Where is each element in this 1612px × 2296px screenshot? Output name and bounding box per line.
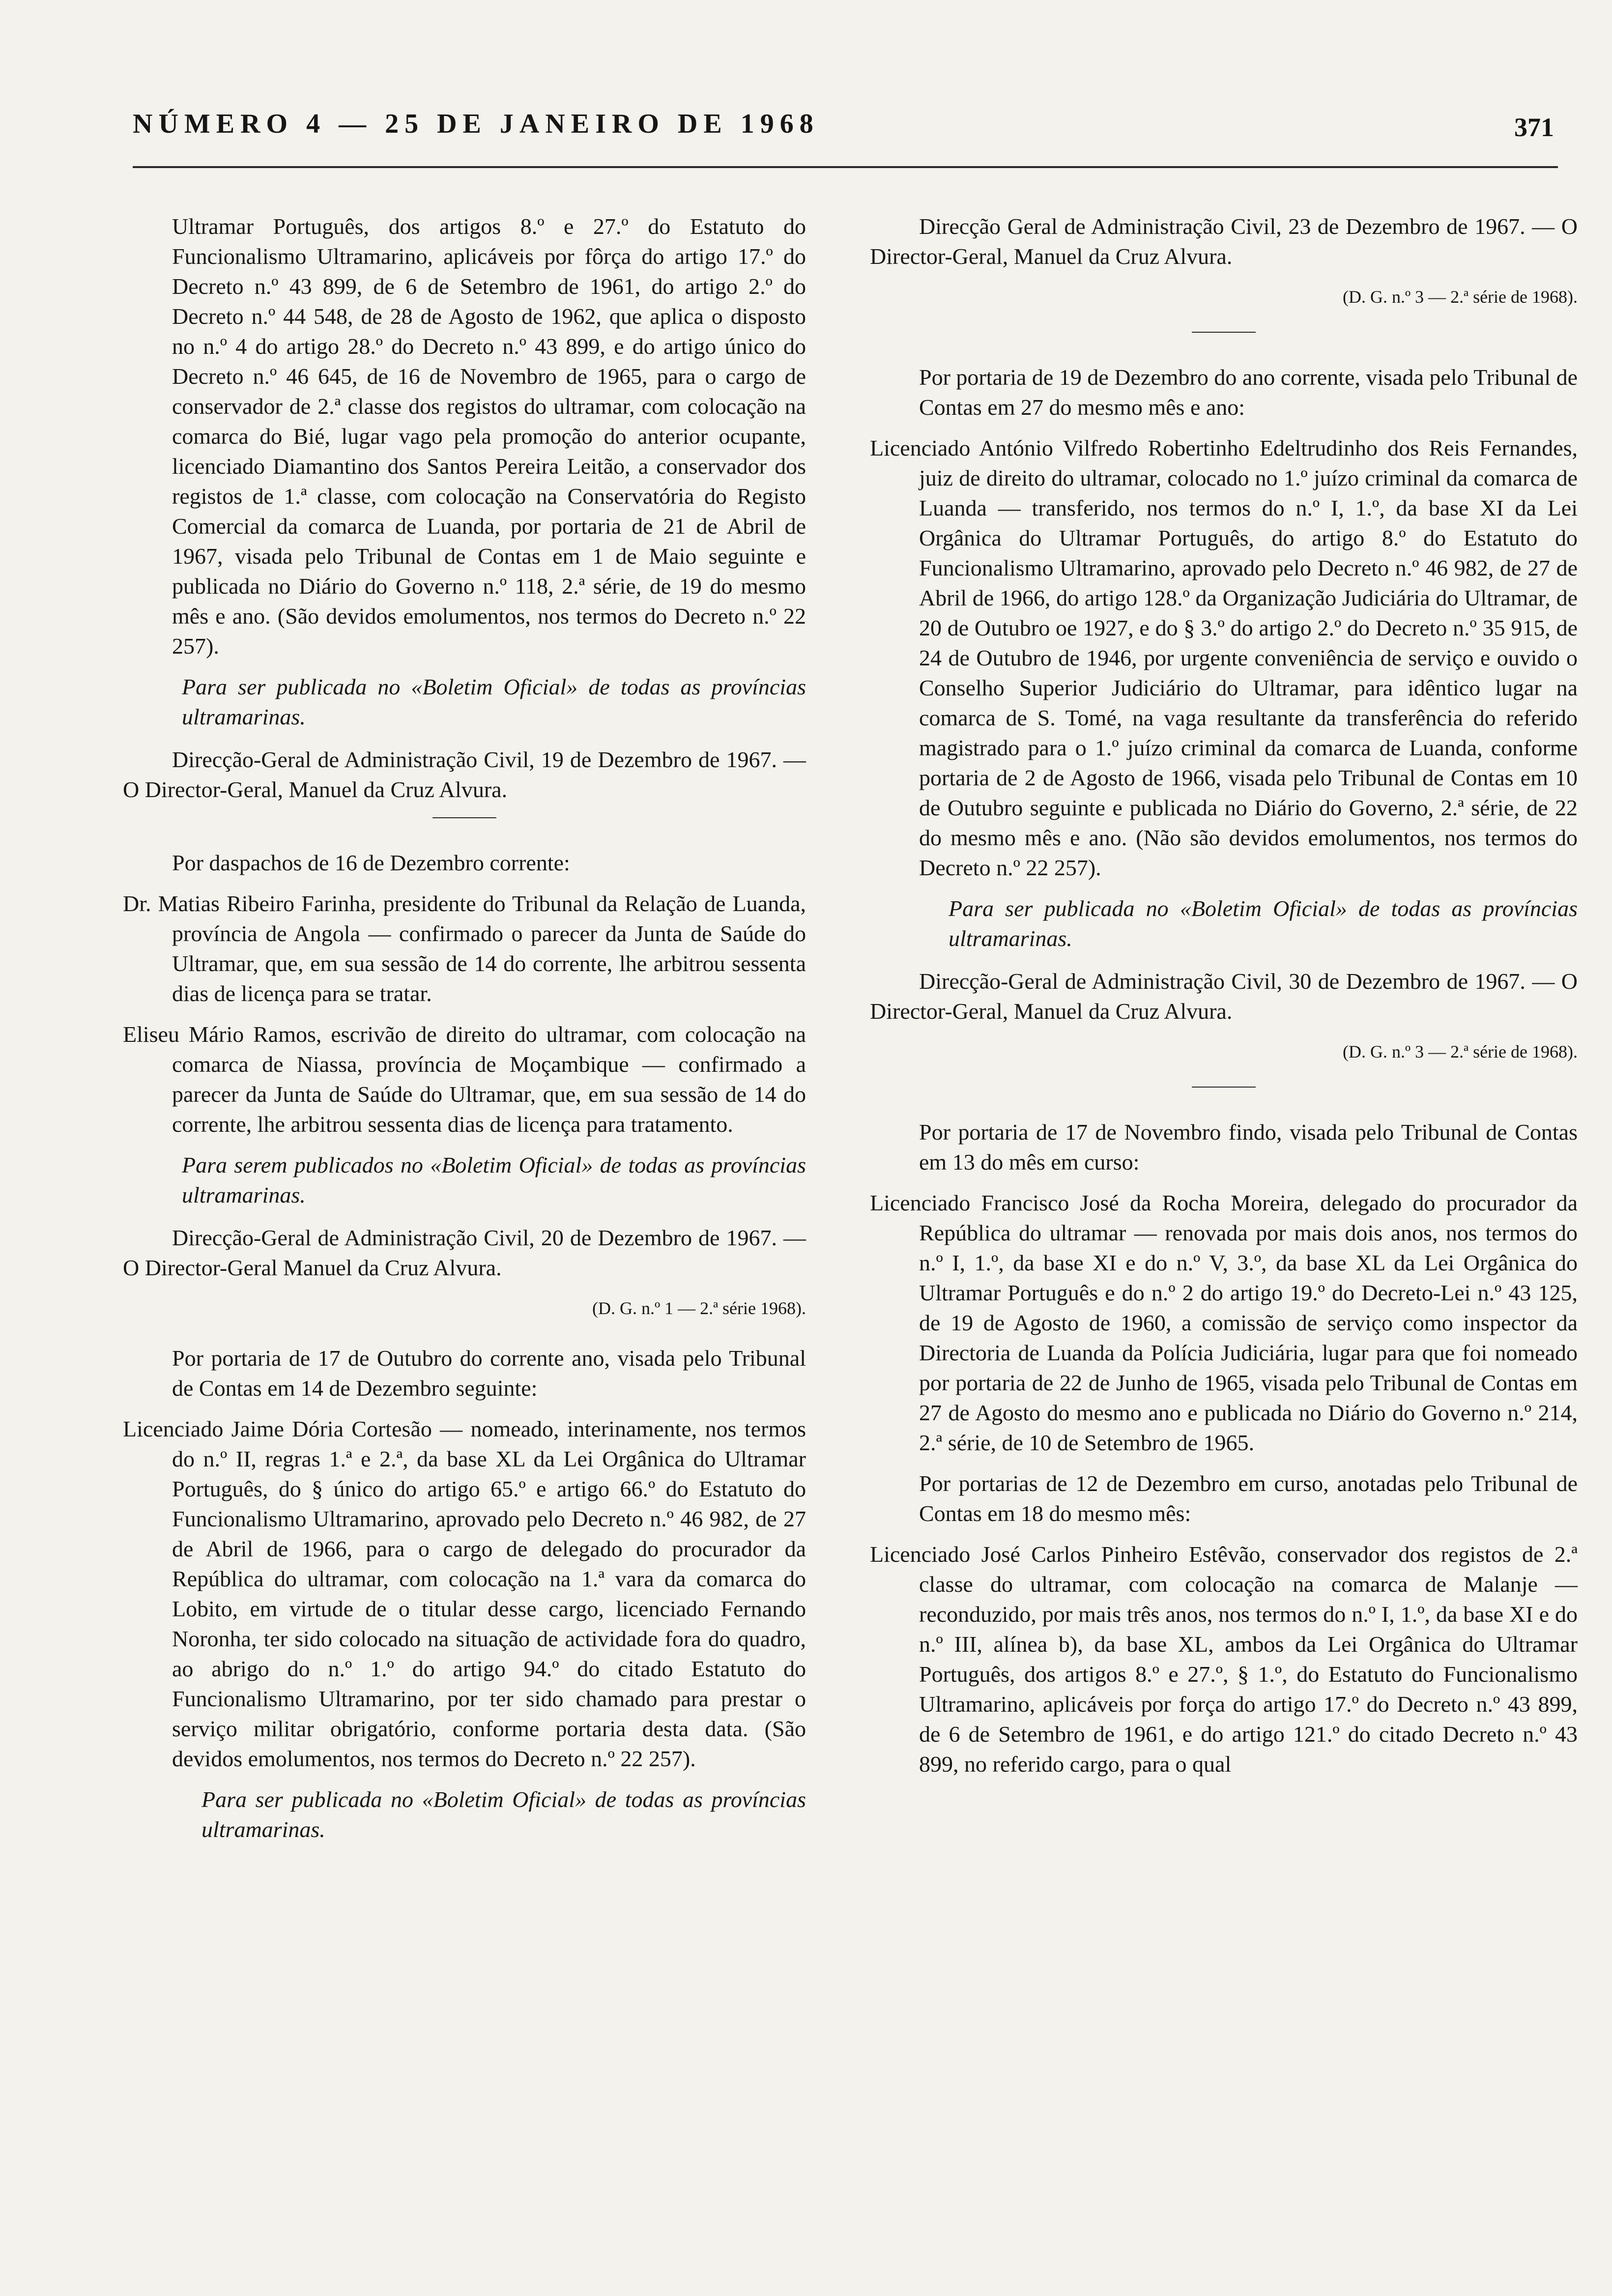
gazette-reference: (D. G. n.º 1 — 2.ª série 1968). — [592, 1298, 806, 1318]
publication-note: Para ser publicada no «Boletim Oficial» de todas as províncias ultramarinas. — [182, 674, 806, 729]
signature-line: Direcção-Geral de Administração Civil, 30 de Dezembro de 1967. — O Director-Geral, Manuel da Cruz Alvura. — [870, 969, 1578, 1024]
section-lead: Por portarias de 12 de Dezembro em curso, anotadas pelo Tribunal de Contas em 18 do mesmo mês: — [919, 1471, 1578, 1526]
signature-line: Direcção Geral de Administração Civil, 23 de Dezembro de 1967. — O Director-Geral, Manuel da Cruz Alvura. — [870, 214, 1578, 269]
list-item: Licenciado Jaime Dória Cortesão — nomeado, interinamente, nos termos do n.º II, regras 1.ª e 2.ª, da base XL da Lei Orgânica do Ultramar Português, do § único do artigo 65.º e artigo 66.º do Estatuto do Funcionalismo Ultramarino, aprovado pelo Decreto n.º 46 982, de 27 de Abril de 1966, para o cargo de delegado do procurador da República do ultramar, com colocação na 1.ª vara da comarca do Lobito, em virtude de o titular desse cargo, licenciado Fernando Noronha, ter sido colocado na situação de actividade fora do quadro, ao abrigo do n.º 1.º do artigo 94.º do citado Estatuto do Funcionalismo Ultramarino, por ter sido chamado para prestar o serviço militar obrigatório, conforme portaria desta data. (São devidos emolumentos, nos termos do Decreto n.º 22 257). — [123, 1416, 806, 1771]
section-lead: Por portaria de 19 de Dezembro do ano corrente, visada pelo Tribunal de Contas em 27 do mesmo mês e ano: — [919, 365, 1578, 420]
signature-line: Direcção-Geral de Administração Civil, 19 de Dezembro de 1967. — O Director-Geral, Manuel da Cruz Alvura. — [123, 747, 806, 802]
page-number: 371 — [1514, 113, 1554, 142]
list-item: Eliseu Mário Ramos, escrivão de direito do ultramar, com colocação na comarca de Niassa, província de Moçambique — confirmado a parecer da Junta de Saúde do Ultramar, que, em sua sessão de 14 do corrente, lhe arbitrou sessenta dias de licença para tratamento. — [123, 1022, 806, 1137]
section-divider — [432, 817, 496, 818]
page-header-title: NÚMERO 4 — 25 DE JANEIRO DE 1968 — [133, 109, 819, 139]
list-item: Dr. Matias Ribeiro Farinha, presidente do Tribunal da Relação de Luanda, província de Angola — confirmado o parecer da Junta de Saúde do Ultramar, que, em sua sessão de 14 do corrente, lhe arbitrou sessenta dias de licença para se tratar. — [123, 891, 806, 1006]
publication-note: Para serem publicados no «Boletim Oficial» de todas as províncias ultramarinas. — [182, 1152, 806, 1207]
list-item: Licenciado António Vilfredo Robertinho Edeltrudinho dos Reis Fernandes, juiz de direito do ultramar, colocado no 1.º juízo criminal da comarca de Luanda — transferido, nos termos do n.º I, 1.º, da base XI da Lei Orgânica do Ultramar Português, do artigo 8.º do Estatuto do Funcionalismo Ultramarino, aprovado pelo Decreto n.º 46 982, de 27 de Abril de 1966, do artigo 128.º da Organização Judiciária do Ultramar, de 20 de Outubro oe 1927, e do § 3.º do artigo 2.º do Decreto n.º 35 915, de 24 de Outubro de 1946, por urgente conveniência de serviço e ouvido o Conselho Superior Judiciário do Ultramar, para idêntico lugar na comarca de S. Tomé, na vaga resultante da transferência do referido magistrado para o 1.º juízo criminal da comarca de Luanda, conforme portaria de 2 de Agosto de 1966, visada pelo Tribunal de Contas em 10 de Outubro seguinte e publicada no Diário do Governo, 2.ª série, de 22 do mesmo mês e ano. (Não são devidos emolumentos, nos termos do Decreto n.º 22 257). — [870, 435, 1578, 880]
left-column — [123, 211, 806, 1857]
section-divider — [1192, 332, 1256, 333]
signature-line: Direcção-Geral de Administração Civil, 20 de Dezembro de 1967. — O Director-Geral Manuel da Cruz Alvura. — [123, 1225, 806, 1280]
gazette-reference: (D. G. n.º 3 — 2.ª série de 1968). — [1342, 1042, 1578, 1062]
header-rule — [133, 166, 1558, 168]
gazette-reference: (D. G. n.º 3 — 2.ª série de 1968). — [1342, 287, 1578, 307]
list-item: Licenciado Francisco José da Rocha Moreira, delegado do procurador da República do ultramar — renovada por mais dois anos, nos termos do n.º I, 1.º, da base XI e do n.º V, 3.º, da base XL da Lei Orgânica do Ultramar Português e do n.º 2 do artigo 19.º do Decreto-Lei n.º 43 125, de 19 de Agosto de 1960, a comissão de serviço como inspector da Directoria de Luanda da Polícia Judiciária, lugar para que foi nomeado por portaria de 22 de Junho de 1965, visada pelo Tribunal de Contas em 27 de Agosto do mesmo ano e publicada no Diário do Governo n.º 214, 2.ª série, de 10 de Setembro de 1965. — [870, 1190, 1578, 1455]
publication-note: Para ser publicada no «Boletim Oficial» de todas as províncias ultramarinas. — [949, 896, 1578, 951]
section-divider — [1192, 1087, 1256, 1088]
section-lead: Por portaria de 17 de Outubro do corrente ano, visada pelo Tribunal de Contas em 14 de Dezembro seguinte: — [172, 1346, 806, 1401]
paragraph-continuation: Ultramar Português, dos artigos 8.º e 27.º do Estatuto do Funcionalismo Ultramarino, aplicáveis por fôrça do artigo 17.º do Decreto n.º 43 899, de 6 de Setembro de 1961, do artigo 2.º do Decreto n.º 44 548, de 28 de Agosto de 1962, que aplica o disposto no n.º 4 do artigo 28.º do Decreto n.º 43 899, e do artigo único do Decreto n.º 46 645, de 16 de Novembro de 1965, para o cargo de conservador de 2.ª classe dos registos do ultramar, com colocação na comarca do Bié, lugar vago pela promoção do anterior ocupante, licenciado Diamantino dos Santos Pereira Leitão, a conservador dos registos de 1.ª classe, com colocação na Conservatória do Registo Comercial da comarca de Luanda, por portaria de 21 de Abril de 1967, visada pelo Tribunal de Contas em 1 de Maio seguinte e publicada no Diário do Governo n.º 118, 2.ª série, de 19 do mesmo mês e ano. (São devidos emolumentos, nos termos do Decreto n.º 22 257). — [172, 214, 806, 659]
publication-note: Para ser publicada no «Boletim Oficial» de todas as províncias ultramarinas. — [202, 1787, 806, 1842]
section-lead: Por daspachos de 16 de Dezembro corrente: — [172, 850, 570, 875]
section-lead: Por portaria de 17 de Novembro findo, visada pelo Tribunal de Contas em 13 do mês em curso: — [919, 1119, 1578, 1175]
list-item: Licenciado José Carlos Pinheiro Estêvão, conservador dos registos de 2.ª classe do ultramar, com colocação na comarca de Malanje — reconduzido, por mais três anos, nos termos do n.º I, 1.º, da base XI e do n.º III, alínea b), da base XL, ambos da Lei Orgânica do Ultramar Português, dos artigos 8.º e 27.º, § 1.º, do Estatuto do Funcionalismo Ultramarino, aplicáveis por força do artigo 17.º do Decreto n.º 43 899, de 6 de Setembro de 1961, e do artigo 121.º do citado Decreto n.º 43 899, no referido cargo, para o qual — [870, 1542, 1578, 1777]
right-column — [870, 211, 1578, 1790]
